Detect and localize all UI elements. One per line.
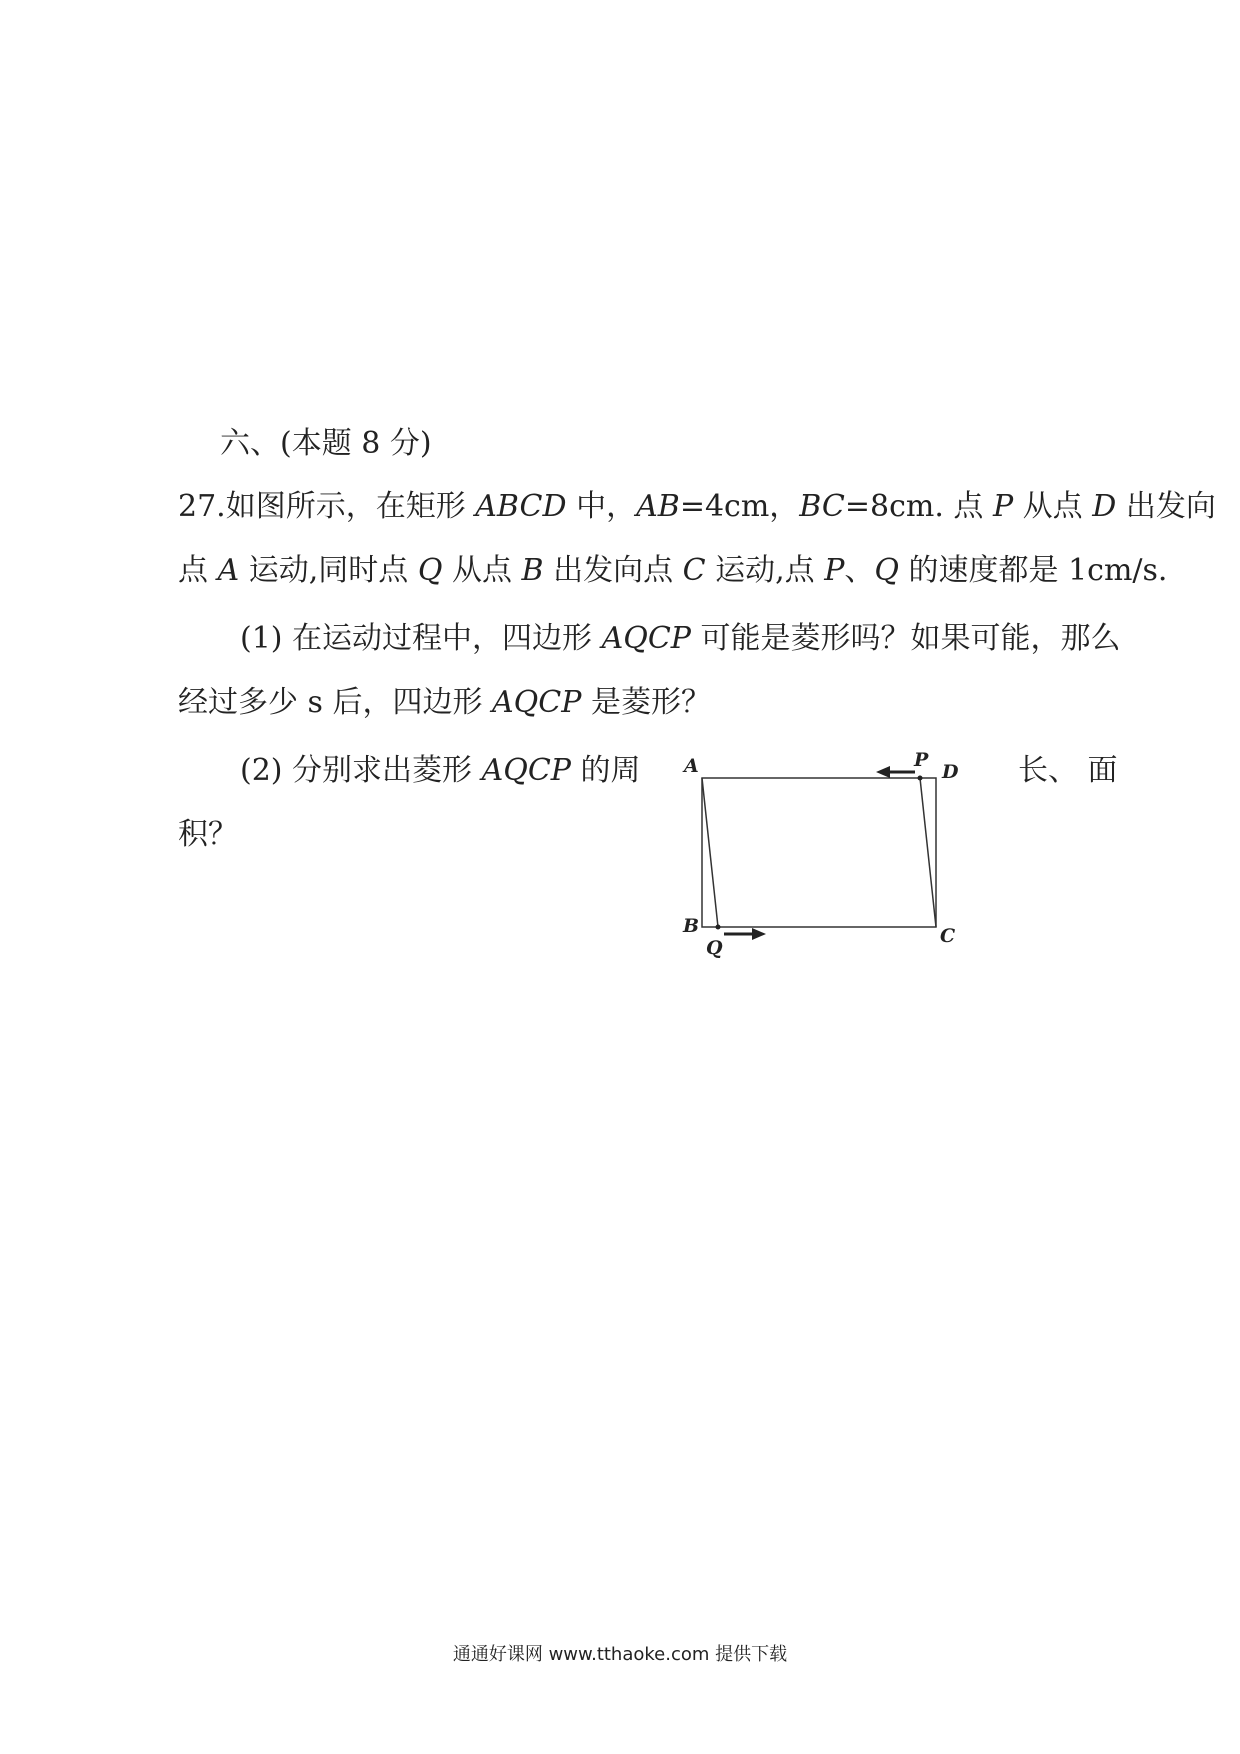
part-2-line-2: 积？ bbox=[178, 817, 238, 852]
question-text: 如图所示，在矩形 bbox=[225, 489, 476, 524]
variable-q: Q bbox=[874, 553, 900, 588]
arrow-right-icon bbox=[724, 928, 766, 940]
variable-aqcp: AQCP bbox=[481, 753, 571, 788]
label-d: D bbox=[942, 761, 959, 783]
variable-c: C bbox=[682, 553, 706, 588]
variable-p: P bbox=[824, 553, 845, 588]
point-p bbox=[918, 776, 923, 781]
segment-aq bbox=[702, 778, 718, 927]
part-text: (2) 分别求出菱形 bbox=[240, 753, 482, 788]
question-text: 出发向 bbox=[1116, 489, 1216, 524]
part-text: 经过多少 s 后，四边形 bbox=[178, 685, 493, 720]
part-text: 是菱形？ bbox=[581, 685, 711, 720]
part-1-line-2 bbox=[178, 683, 711, 723]
variable-b: B bbox=[521, 553, 544, 588]
segment-pc bbox=[920, 778, 936, 927]
label-a: A bbox=[684, 755, 699, 777]
part-text: (1) 在运动过程中，四边形 bbox=[240, 621, 602, 656]
variable-aqcp: AQCP bbox=[492, 685, 582, 720]
arrow-left-icon bbox=[876, 766, 915, 778]
rectangle-abcd bbox=[702, 778, 936, 927]
part-2-line-1 bbox=[240, 751, 641, 791]
variable-d: D bbox=[1092, 489, 1117, 524]
variable-ab: AB bbox=[636, 489, 680, 524]
question-text: =4cm， bbox=[679, 489, 800, 524]
question-number: 27. bbox=[178, 489, 226, 524]
label-c: C bbox=[940, 925, 956, 947]
label-b: B bbox=[683, 915, 700, 937]
question-text: 从点 bbox=[1013, 489, 1093, 524]
footer: 通通好课网 www.tthaoke.com 提供下载 bbox=[452, 1644, 788, 1665]
label-q: Q bbox=[706, 937, 723, 958]
variable-a: A bbox=[217, 553, 240, 588]
variable-p: P bbox=[992, 489, 1014, 524]
question-text: 中， bbox=[566, 489, 637, 524]
question-text: 运动,点 bbox=[705, 553, 825, 588]
variable-abcd: ABCD bbox=[475, 489, 567, 524]
question-text: 运动,同时点 bbox=[239, 553, 418, 588]
question-text: =8cm. 点 bbox=[844, 489, 993, 524]
question-text: 出发向点 bbox=[543, 553, 683, 588]
question-text: 点 bbox=[178, 553, 218, 588]
part-2-line-1-tail: 长、 面 bbox=[1018, 753, 1118, 788]
point-q bbox=[716, 925, 721, 930]
question-27-line-2 bbox=[178, 551, 1167, 591]
question-text: 、 bbox=[844, 553, 875, 588]
variable-bc: BC bbox=[799, 489, 845, 524]
part-1-line-1 bbox=[240, 619, 1121, 659]
section-heading: 六、(本题 8 分) bbox=[220, 426, 432, 461]
rectangle-figure bbox=[680, 748, 970, 958]
variable-aqcp: AQCP bbox=[601, 621, 691, 656]
question-27-line-1 bbox=[178, 487, 1216, 527]
variable-q: Q bbox=[417, 553, 443, 588]
part-text: 的周 bbox=[570, 753, 641, 788]
part-text: 可能是菱形吗？如果可能，那么 bbox=[690, 621, 1121, 656]
question-text: 从点 bbox=[442, 553, 522, 588]
question-text: 的速度都是 1cm/s. bbox=[899, 553, 1168, 588]
label-p: P bbox=[914, 749, 929, 771]
